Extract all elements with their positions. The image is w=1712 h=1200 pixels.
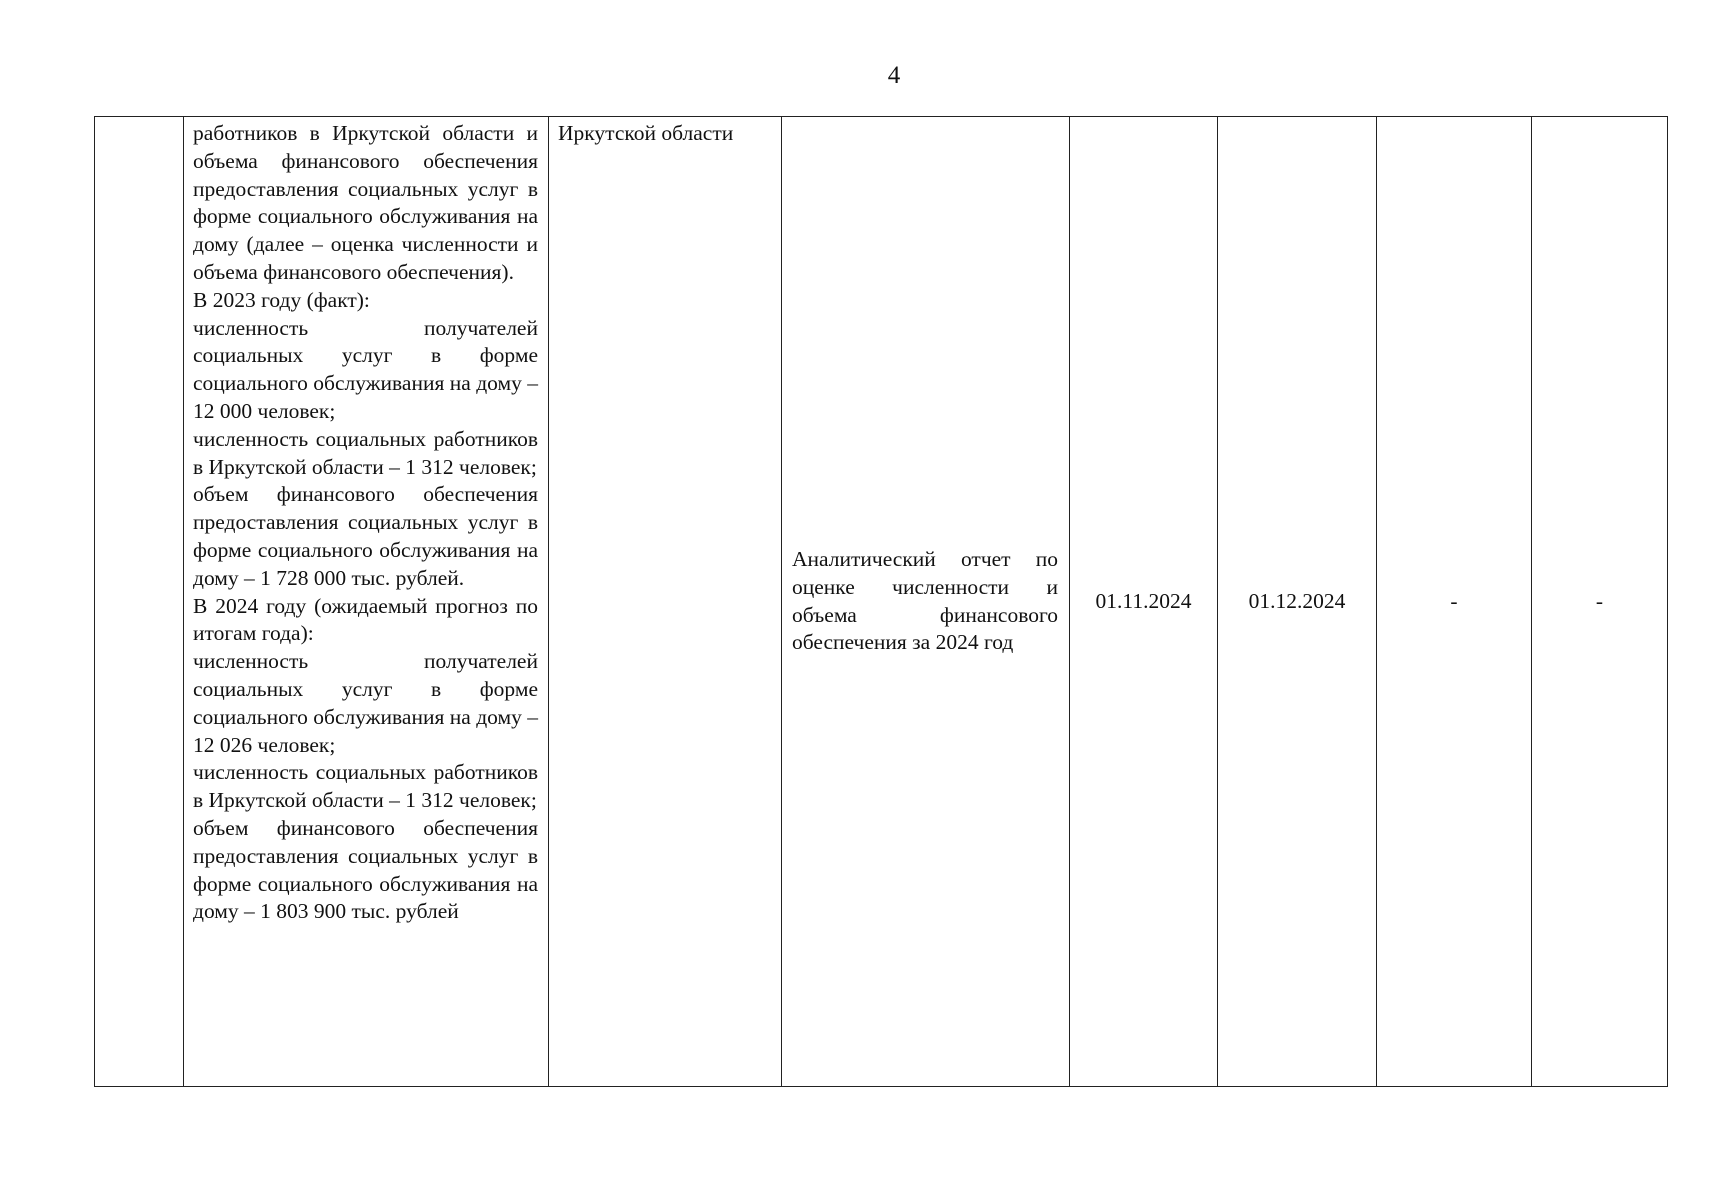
table-row: [95, 117, 1668, 1087]
description-paragraph: В 2023 году (факт):: [193, 287, 370, 312]
cell-date-end: 01.12.2024: [1218, 117, 1377, 1087]
cell-number: [95, 117, 184, 1087]
cell-description: [184, 117, 549, 1087]
document-table: [94, 116, 1668, 1087]
cell-date-start: 01.11.2024: [1070, 117, 1218, 1087]
description-paragraph: объем финансового обеспечения предоставления социальных услуг в форме социального обслуживания на дому – 1 803 900 тыс. рублей: [193, 815, 538, 924]
description-paragraph: работников в Иркутской области и объема финансового обеспечения предоставления социальных услуг в форме социального обслуживания на дому (далее – оценка численности и объема финансового обеспечения).: [193, 121, 538, 284]
description-paragraph: объем финансового обеспечения предоставления социальных услуг в форме социального обслуживания на дому – 1 728 000 тыс. рублей.: [193, 482, 538, 590]
description-paragraph: численность получателей социальных услуг в форме социального обслуживания на дому – 12 000 человек;: [193, 315, 538, 423]
cell-responsible: Иркутской области: [549, 117, 782, 1087]
page-number: 4: [887, 62, 901, 89]
description-paragraph: численность получателей социальных услуг в форме социального обслуживания на дому – 12 026 человек;: [193, 649, 538, 757]
cell-col7: -: [1377, 117, 1532, 1087]
cell-col8: -: [1532, 117, 1668, 1087]
description-paragraph: численность социальных работников в Иркутской области – 1 312 человек;: [193, 426, 538, 479]
description-paragraph: численность социальных работников в Иркутской области – 1 312 человек;: [193, 760, 538, 813]
cell-result: Аналитический отчет по оценке численности и объема финансового обеспечения за 2024 год: [782, 117, 1070, 1087]
description-paragraph: В 2024 году (ожидаемый прогноз по итогам года):: [193, 593, 538, 646]
